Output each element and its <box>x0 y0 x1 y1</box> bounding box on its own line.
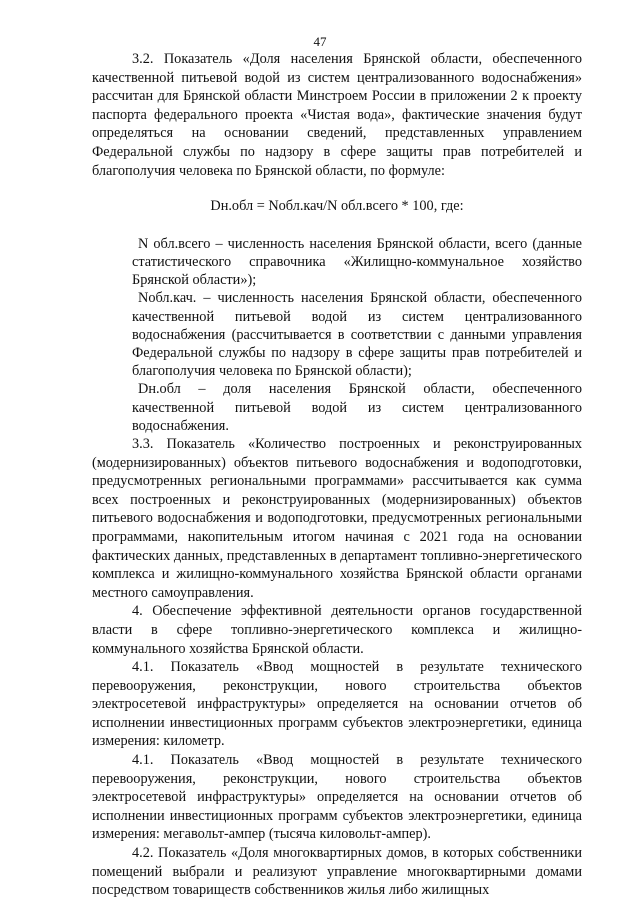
paragraph-3-3: 3.3. Показатель «Количество построенных и реконструированных (модернизированных) объектов питьевого водоснабжения и водоподготовки, предусмотренных региональными программами» рассчитывается как сумма всех построенных и реконструированных (модернизированных) объектов питьевого водоснабжения и водоподготовки, предусмотренных региональными программами, накопительным итогом начиная с 2021 года на основании фактических данных, представленных в департамент топливно-энергетического комплекса и жилищно-коммунального хозяйства Брянской области органами местного самоуправления. <box>92 435 582 601</box>
paragraph-4-2: 4.2. Показатель «Доля многоквартирных домов, в которых собственники помещений выбрали и реализуют управление многоквартирными домами посредством товариществ собственников жилья либо жилищных <box>92 845 582 899</box>
paragraph-4-1-km: 4.1. Показатель «Ввод мощностей в результате технического перевооружения, реконструкции, нового строительства объектов электросетевой инфраструктуры» определяется на основании отчетов об исполнении инвестиционных программ субъектов электроэнергетики, единица измерения: километр. <box>92 659 582 750</box>
paragraph-4-1-mva: 4.1. Показатель «Ввод мощностей в результате технического перевооружения, реконструкции, нового строительства объектов электросетевой инфраструктуры» определяется на основании отчетов об исполнении инвестиционных программ субъектов электроэнергетики, единица измерения: мегавольт-ампер (тысяча киловольт-ампер). <box>92 752 582 843</box>
formula: Dн.обл = Nобл.кач/N обл.всего * 100, где: <box>210 198 464 215</box>
definition-n-total: N обл.всего – численность населения Брянской области, всего (данные статистического справочника «Жилищно-коммунальное хозяйство Брянской области»); <box>132 235 582 289</box>
definition-d-share: Dн.обл – доля населения Брянской области, обеспеченного качественной питьевой водой из систем централизованного водоснабжения. <box>132 381 582 434</box>
paragraph-4: 4. Обеспечение эффективной деятельности органов государственной власти в сфере топливно-энергетического комплекса и жилищно-коммунального хозяйства Брянской области. <box>92 603 582 657</box>
document-body <box>92 50 582 900</box>
paragraph-3-2: 3.2. Показатель «Доля населения Брянской области, обеспеченного качественной питьевой водой из систем централизованного водоснабжения» рассчитан для Брянской области Минстроем России в приложении 2 к проекту паспорта федерального проекта «Чистая вода», фактические значения будут определяться на основании сведений, представленных управлением Федеральной службы по надзору в сфере защиты прав потребителей и благополучия человека по Брянской области, по формуле: <box>92 51 582 179</box>
definition-n-quality: Nобл.кач. – численность населения Брянской области, обеспеченного качественной питьевой водой из систем централизованного водоснабжения (рассчитывается в соответствии с данными управления Федеральной службы по надзору в сфере защиты прав потребителей и благополучия человека по Брянской области); <box>132 290 582 380</box>
page-number: 47 <box>313 34 327 49</box>
